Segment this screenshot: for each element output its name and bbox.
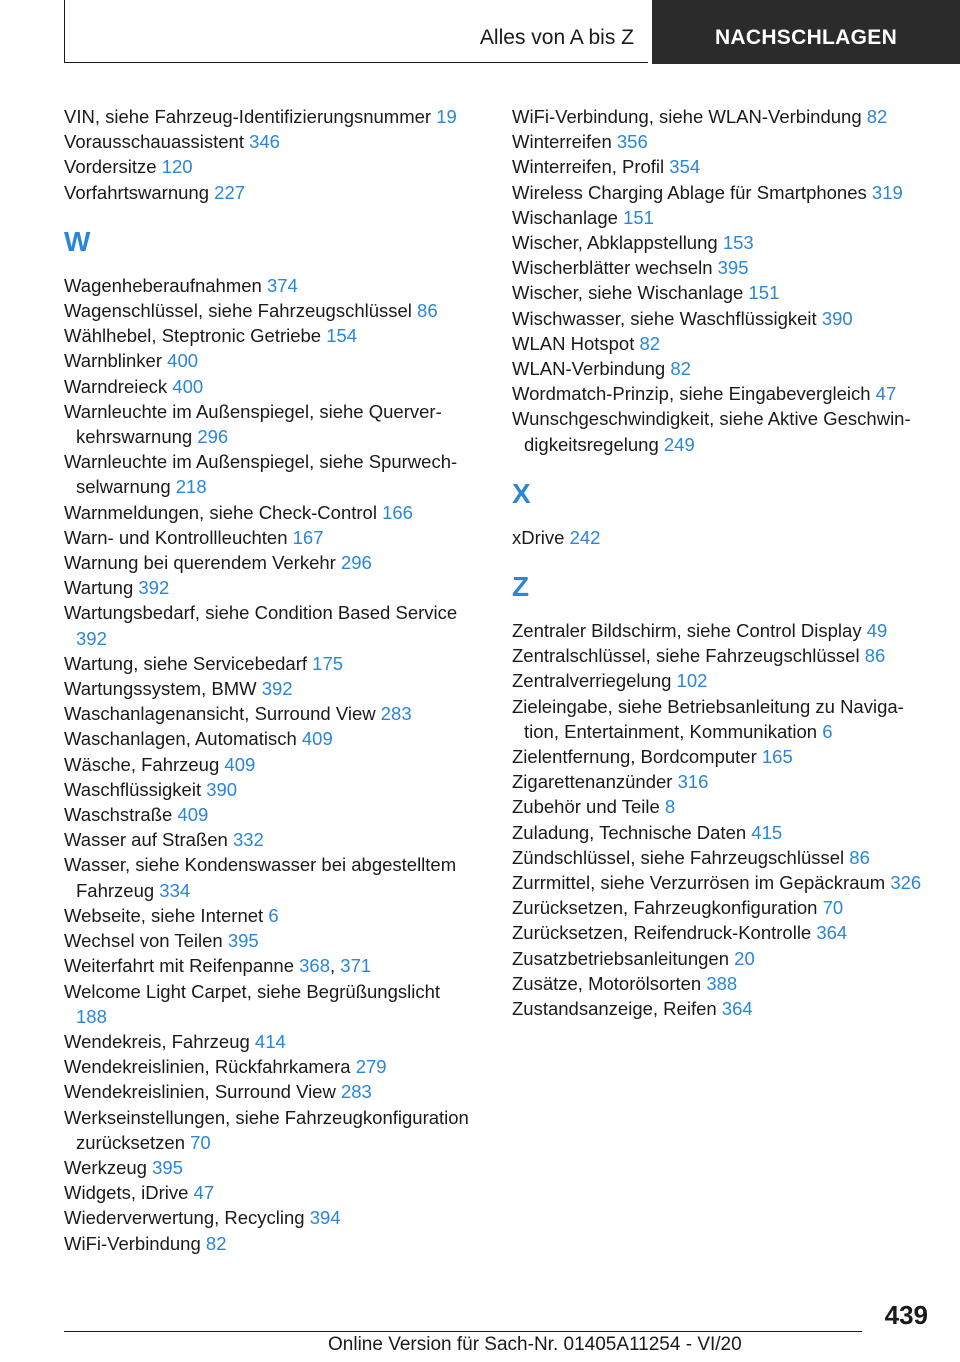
index-page-link[interactable]: 368 xyxy=(299,955,331,977)
index-entry xyxy=(512,870,932,895)
index-entry xyxy=(64,323,474,348)
index-page-link[interactable]: 218 xyxy=(175,476,207,498)
index-entry-term: Wiederverwertung, Recycling xyxy=(64,1207,305,1229)
index-entry-term: Wasser, siehe Kondenswasser bei abgestelltem Fahrzeug xyxy=(64,854,457,901)
index-entry xyxy=(512,820,932,845)
index-entry xyxy=(64,129,474,154)
header-section-tab xyxy=(648,0,960,64)
index-entry-term: Wagenschlüssel, siehe Fahrzeugschlüssel xyxy=(64,300,412,322)
index-entry-term: WLAN Hotspot xyxy=(512,332,635,354)
index-page-link[interactable]: 8 xyxy=(664,796,676,818)
index-entry xyxy=(64,701,474,726)
index-entry xyxy=(64,651,474,676)
index-page-link[interactable]: 154 xyxy=(326,325,358,347)
index-entry xyxy=(512,668,932,693)
index-page-link[interactable]: 409 xyxy=(301,728,333,750)
index-entry xyxy=(64,777,474,802)
index-page-link[interactable]: 70 xyxy=(190,1131,211,1153)
index-entry-term: VIN, siehe Fahrzeug-Identifizierungsnummer xyxy=(64,106,432,127)
index-page-link[interactable]: 82 xyxy=(639,332,661,354)
index-entry xyxy=(64,500,474,525)
index-entry-term: Werkseinstellungen, siehe Fahrzeugkonfiguration zurücksetzen xyxy=(64,1106,469,1153)
index-entry-term: Wechsel von Teilen xyxy=(64,930,223,952)
index-entry xyxy=(64,802,474,827)
index-entry-term: Wendekreislinien, Surround View xyxy=(64,1081,336,1103)
index-entry xyxy=(512,331,932,356)
index-page-link[interactable]: 47 xyxy=(875,383,897,405)
index-entry xyxy=(512,744,932,769)
index-page-link[interactable]: 49 xyxy=(866,620,888,642)
index-page-link[interactable]: 346 xyxy=(249,131,280,153)
index-entry xyxy=(512,180,932,205)
index-entry xyxy=(512,618,932,643)
index-page-link[interactable]: 175 xyxy=(312,652,344,674)
index-entry-term: WLAN-Verbindung xyxy=(512,358,666,380)
index-page-link[interactable]: 242 xyxy=(569,526,601,548)
index-page-link[interactable]: 326 xyxy=(890,872,922,894)
index-entry-term: Webseite, siehe Internet xyxy=(64,904,264,926)
index-page-link[interactable]: 364 xyxy=(721,998,753,1020)
index-page-link[interactable]: 283 xyxy=(340,1081,372,1103)
index-page-link[interactable]: 414 xyxy=(254,1030,286,1052)
index-entry-term: Zündschlüssel, siehe Fahrzeugschlüssel xyxy=(512,846,845,868)
index-entry xyxy=(64,979,474,1029)
index-entry xyxy=(512,230,932,255)
index-page-link[interactable]: 166 xyxy=(382,501,413,523)
index-entry xyxy=(512,406,932,456)
index-entry xyxy=(512,794,932,819)
index-page-link[interactable]: 395 xyxy=(152,1156,183,1178)
index-entry-term: Warn- und Kontrollleuchten xyxy=(64,526,288,548)
index-entry-term: Wunschgeschwindigkeit, siehe Aktive Geschwindigkeitsregelung xyxy=(512,408,911,455)
index-page-link[interactable]: 47 xyxy=(193,1182,215,1204)
index-page-link[interactable]: 120 xyxy=(161,156,193,178)
index-entry-term: Zentraler Bildschirm, siehe Control Display xyxy=(512,620,862,642)
index-entry xyxy=(512,694,932,744)
index-page-link[interactable]: 364 xyxy=(816,922,848,944)
index-entry xyxy=(512,306,932,331)
index-entry-term: Zusatzbetriebsanleitungen xyxy=(512,947,730,969)
index-entry-term: Wartungssystem, BMW xyxy=(64,678,257,700)
footer-divider xyxy=(64,1331,862,1332)
index-letter-heading: W xyxy=(64,225,91,257)
index-page-link[interactable]: 19 xyxy=(436,106,457,127)
index-page-link[interactable]: 316 xyxy=(677,771,709,793)
index-entry xyxy=(64,1054,474,1079)
index-entry xyxy=(64,298,474,323)
index-page-link[interactable]: 86 xyxy=(417,300,438,322)
index-entry-term: Zustandsanzeige, Reifen xyxy=(512,998,717,1020)
index-entry: Weiterfahrt mit Reifenpanne 368, 371 xyxy=(64,955,372,977)
index-entry-term: Warnleuchte im Außenspiegel, siehe Spurwechselwarnung xyxy=(64,451,458,498)
index-entry xyxy=(64,1205,474,1230)
index-page-link[interactable]: 394 xyxy=(309,1207,341,1229)
index-page-link[interactable]: 167 xyxy=(292,526,324,548)
index-entry-term: Welcome Light Carpet, siehe Begrüßungslicht xyxy=(64,980,441,1002)
index-entry xyxy=(512,356,932,381)
index-letter-heading: Z xyxy=(512,571,530,603)
index-entry-term: Wischanlage xyxy=(512,206,618,228)
index-page-link[interactable]: 153 xyxy=(722,232,754,254)
index-entry xyxy=(512,154,932,179)
index-entry-term: Werkzeug xyxy=(64,1156,147,1178)
index-page-link[interactable]: 392 xyxy=(138,577,170,599)
index-entry xyxy=(64,1155,474,1180)
index-entry-term: WiFi-Verbindung xyxy=(64,1232,201,1254)
index-page-link[interactable]: 400 xyxy=(167,350,199,372)
index-page-link[interactable]: 296 xyxy=(197,426,229,448)
index-entry-term: Waschanlagenansicht, Surround View xyxy=(64,703,376,725)
index-entry-term: xDrive xyxy=(512,526,565,548)
page-header xyxy=(64,0,960,64)
index-entry-term: Warnmeldungen, siehe Check-Control xyxy=(64,501,377,523)
index-entry-term: Waschanlagen, Automatisch xyxy=(64,728,297,750)
index-entry-term: Zubehör und Teile xyxy=(512,796,660,818)
index-page-link[interactable]: 82 xyxy=(670,358,691,380)
index-entry xyxy=(512,845,932,870)
index-entry xyxy=(512,525,932,550)
index-entry xyxy=(64,1029,474,1054)
index-page-link[interactable]: 165 xyxy=(761,746,793,768)
index-page-link[interactable]: 390 xyxy=(206,778,238,800)
index-page-link[interactable]: 356 xyxy=(616,131,648,153)
index-entry-term: Zentralverriegelung xyxy=(512,670,672,692)
index-entry-term: Wischer, Abklappstellung xyxy=(512,232,718,254)
index-entry-term: Wordmatch-Prinzip, siehe Eingabevergleich xyxy=(512,383,871,405)
index-entry-term: Zieleingabe, siehe Betriebsanleitung zu Navigation, Entertainment, Kommunikation xyxy=(512,695,904,742)
index-entry-term: Zigarettenanzünder xyxy=(512,771,673,793)
index-page-link[interactable]: 188 xyxy=(76,1005,107,1027)
index-entry xyxy=(512,255,932,280)
header-title-box xyxy=(64,0,648,63)
index-page-link[interactable]: 279 xyxy=(355,1056,387,1078)
index-entry xyxy=(64,1079,474,1104)
index-page-link[interactable]: 334 xyxy=(159,879,191,901)
index-entry-term: Wischerblätter wechseln xyxy=(512,257,713,279)
index-entry xyxy=(512,104,932,129)
index-entry xyxy=(512,895,932,920)
index-entry xyxy=(512,946,932,971)
index-entry-term: Winterreifen, Profil xyxy=(512,156,665,178)
index-page-link[interactable]: 395 xyxy=(227,930,259,952)
index-page-link[interactable]: 86 xyxy=(864,645,886,667)
index-entry xyxy=(64,525,474,550)
index-entry xyxy=(64,154,474,179)
index-entry xyxy=(64,1105,474,1155)
index-entry xyxy=(64,600,474,650)
index-entry-term: Wartung xyxy=(64,577,134,599)
index-entry-term: Wasser auf Straßen xyxy=(64,829,228,851)
index-entry-term: Widgets, iDrive xyxy=(64,1182,189,1204)
index-page-link[interactable]: 151 xyxy=(623,206,654,228)
index-entry-term: Wartungsbedarf, siehe Condition Based Service xyxy=(64,602,458,624)
index-entry-term: Wäsche, Fahrzeug xyxy=(64,753,220,775)
header-title: Alles von A bis Z xyxy=(479,26,634,49)
index-entry-term: Winterreifen xyxy=(512,131,612,153)
index-entry xyxy=(512,971,932,996)
index-page-link[interactable]: 20 xyxy=(734,947,755,969)
index-page-link[interactable]: 102 xyxy=(676,670,708,692)
index-page-link[interactable]: 82 xyxy=(205,1232,227,1254)
index-entry-term: Vordersitze xyxy=(64,156,157,178)
header-section-label: NACHSCHLAGEN xyxy=(714,26,898,49)
index-entry-term: Wendekreislinien, Rückfahrkamera xyxy=(64,1056,351,1078)
index-page-link[interactable]: 86 xyxy=(849,846,870,868)
index-entry-term: WiFi-Verbindung, siehe WLAN-Verbindung xyxy=(512,106,862,127)
index-entry-term: Zurücksetzen, Reifendruck-Kontrolle xyxy=(512,922,812,944)
index-entry-term: Weiterfahrt mit Reifenpanne xyxy=(64,955,294,977)
index-entry-term: Waschflüssigkeit xyxy=(64,778,202,800)
index-entry-term: Zuladung, Technische Daten xyxy=(512,821,747,843)
index-page-link[interactable]: 374 xyxy=(266,274,298,296)
index-page-link[interactable]: 296 xyxy=(340,552,372,574)
index-entry-term: Wischer, siehe Wischanlage xyxy=(512,282,744,304)
index-page-link[interactable]: 409 xyxy=(177,804,209,826)
index-page-link[interactable]: 390 xyxy=(821,307,853,329)
index-entry xyxy=(64,550,474,575)
index-entry xyxy=(512,129,932,154)
index-entry xyxy=(64,827,474,852)
index-page-link[interactable]: 409 xyxy=(224,753,256,775)
index-page-link[interactable]: 319 xyxy=(871,181,903,203)
index-entry xyxy=(64,399,474,449)
index-entry xyxy=(64,273,474,298)
index-entry xyxy=(512,643,932,668)
index-entry xyxy=(512,920,932,945)
index-entry-term: Vorfahrtswarnung xyxy=(64,181,210,203)
index-entry xyxy=(512,205,932,230)
index-letter-heading: X xyxy=(512,477,531,509)
index-entry-term: Wischwasser, siehe Waschflüssigkeit xyxy=(512,307,817,329)
index-page-link[interactable]: 415 xyxy=(751,821,783,843)
index-entry xyxy=(64,903,474,928)
index-entry xyxy=(64,852,474,902)
index-entry-term: Warnleuchte im Außenspiegel, siehe Querverkehrswarnung xyxy=(64,400,442,448)
index-page-link[interactable]: 400 xyxy=(172,375,204,397)
index-entry-term: Warnblinker xyxy=(64,350,163,372)
index-entry-term: Zielentfernung, Bordcomputer xyxy=(512,746,757,768)
index-entry-term: Wireless Charging Ablage für Smartphones xyxy=(512,181,867,203)
footer-online-version: Online Version für Sach-Nr. 01405A11254 - VI/20 xyxy=(328,1334,742,1355)
index-entry xyxy=(64,104,474,129)
index-page-link[interactable]: 354 xyxy=(669,156,701,178)
index-entry-term: Wartung, siehe Servicebedarf xyxy=(64,652,308,674)
index-entry-term: Waschstraße xyxy=(64,804,173,826)
index-entry xyxy=(64,575,474,600)
index-page-link[interactable]: 392 xyxy=(261,678,293,700)
index-entry-term: Warnung bei querendem Verkehr xyxy=(64,552,336,574)
index-column-right xyxy=(512,104,932,1021)
index-entry xyxy=(512,996,932,1021)
index-page-link[interactable]: 283 xyxy=(380,703,412,725)
index-page-link[interactable]: 6 xyxy=(268,904,279,926)
index-entry xyxy=(512,280,932,305)
index-entry xyxy=(64,752,474,777)
index-entry-term: Wählhebel, Steptronic Getriebe xyxy=(64,325,322,347)
index-entry xyxy=(512,381,932,406)
index-page-link[interactable]: 332 xyxy=(232,829,264,851)
index-entry-term: Zentralschlüssel, siehe Fahrzeugschlüssel xyxy=(512,645,860,667)
index-page-link[interactable]: 249 xyxy=(663,433,695,455)
index-entry xyxy=(64,180,474,205)
index-entry xyxy=(64,928,474,953)
index-entry-term: Zurrmittel, siehe Verzurrösen im Gepäckraum xyxy=(512,872,886,894)
index-page-link[interactable]: 82 xyxy=(866,106,888,127)
index-page-link[interactable]: 392 xyxy=(76,627,107,649)
index-entry xyxy=(64,1180,474,1205)
index-page-link[interactable]: 227 xyxy=(214,181,246,203)
index-entry-term: Wendekreis, Fahrzeug xyxy=(64,1030,250,1052)
index-entry-term: Wagenheberaufnahmen xyxy=(64,274,262,296)
index-entry-term: Vorausschauassistent xyxy=(64,131,244,153)
index-entry xyxy=(512,769,932,794)
index-page-link[interactable]: 151 xyxy=(748,282,780,304)
index-entry xyxy=(64,726,474,751)
index-page-link[interactable]: 371 xyxy=(340,955,372,977)
index-entry-term: Zurücksetzen, Fahrzeugkonfiguration xyxy=(512,897,818,919)
index-column-left xyxy=(64,104,474,1256)
index-page-link[interactable]: 70 xyxy=(822,897,844,919)
index-page-link[interactable]: 395 xyxy=(717,257,749,279)
index-entry xyxy=(64,1231,474,1256)
index-entry xyxy=(64,374,474,399)
index-entry-term: Warndreieck xyxy=(64,375,168,397)
page-number: 439 xyxy=(884,1300,928,1330)
index-page-link[interactable]: 6 xyxy=(822,720,833,742)
index-entry xyxy=(64,676,474,701)
index-page-link[interactable]: 388 xyxy=(706,972,738,994)
index-entry xyxy=(64,449,474,499)
index-entry-term: Zusätze, Motorölsorten xyxy=(512,972,702,994)
index-entry xyxy=(64,348,474,373)
